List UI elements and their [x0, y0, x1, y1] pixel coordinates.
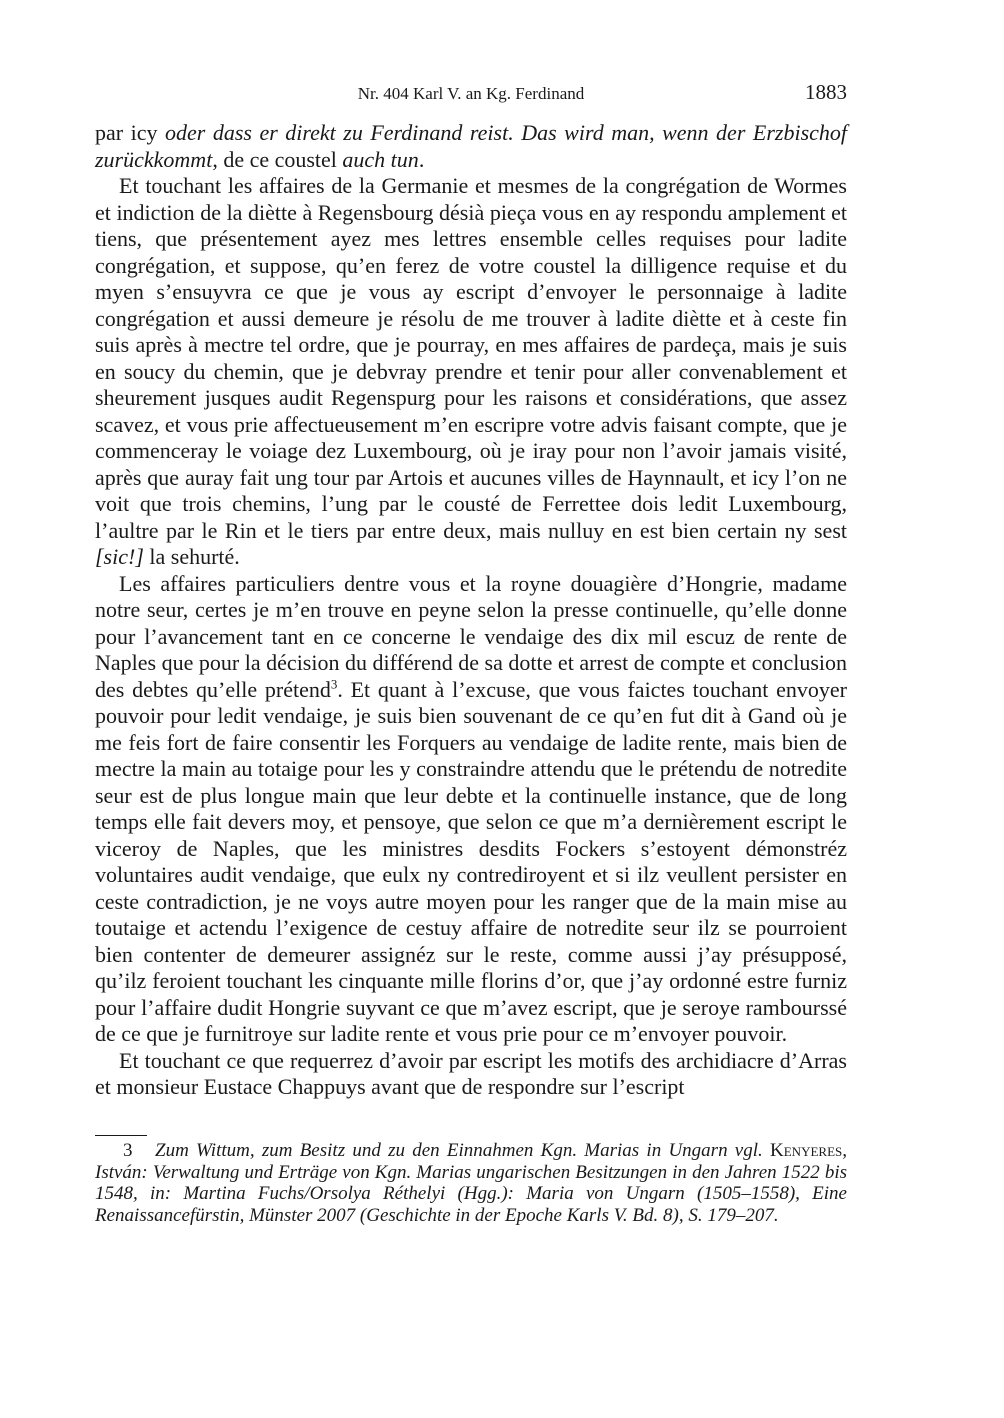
paragraph-1: [95, 120, 847, 173]
paragraph-1-run: par icy: [95, 120, 165, 145]
paragraph-3-text-a: Les affaires particuliers dentre vous et la royne douagière d’Hongrie, madame notre seur, certes je m’en trouve en peyne selon la presse continuelle, qu’elle donne pour l’avancement tant en ce concerne le vendaige des dix mil escuz de rente de Naples que pour la décision du différend de sa dotte et arrest de compte et conclusion des debtes qu’elle prétend: [95, 570, 847, 702]
paragraph-4: Et touchant ce que requerrez d’avoir par escript les motifs des archidiacre d’Arras et monsieur Eustace Chappuys avant que de respondre sur l’escript: [95, 1047, 847, 1099]
footnote-lead: Zum Wittum, zum Besitz und zu den Einnahmen Kgn. Marias in Ungarn vgl.: [155, 1140, 771, 1161]
running-head: Nr. 404 Karl V. an Kg. Ferdinand: [357, 84, 585, 103]
paragraph-3: [95, 571, 847, 1048]
footnote-reference[interactable]: 3: [330, 676, 338, 692]
paragraph-2: [95, 173, 847, 571]
footnote-author: Kenyeres: [770, 1140, 843, 1161]
page-number: 1883: [805, 80, 847, 104]
paragraph-3-text-b: . Et quant à l’excuse, que vous faictes touchant envoyer pouvoir pour ledit vendaige, je suis bien souvenant de ce qu’en fut dit à Gand où je me feis fort de faire consentir les Forquers au vendaige de ladite rente, mais bien de mectre la main au totaige pour les y constraindre attendu que le prétendu de notredite seur est de plus longue main que leur debte et la continuelle instance, que de long temps elle fait devers moy, et pensoye, que selon ce que m’a dernièrement escript le viceroy de Naples, que les ministres desdits Fockers s’estoyent démonstréz voluntaires audit vendaige, que eulx ny contrediroyent et si ilz veullent persister en ceste contradiction, je ne voys autre moyen pour les ranger que de la main mise au toutaige et actendu l’exigence de cestuy affaire de notredite seur ilz se pourroient bien contenter de demeurer assignéz sur le reste, comme aussi j’ay présupposé, qu’ilz feroient touchant les cinquante mille florins d’or, que j’ay ordonné estre furniz pour l’affaire dudit Hongrie suyvant ce que m’avez escript, que je seroye rambourssé de ce que je furnitroye sur ladite rente et vous prie pour ce m’envoyer pouvoir.: [95, 676, 848, 1046]
page-header: [95, 80, 847, 108]
footnote-divider: [95, 1135, 147, 1136]
footnote-number: 3: [123, 1140, 133, 1161]
paragraph-1-run: , de ce coustel: [212, 146, 343, 172]
paragraph-1-run: oder dass er direkt zu Ferdinand reist. Das wird man, wenn der Erzbischof zurückkommt: [95, 120, 848, 172]
paragraph-1-run: auch tun: [342, 146, 419, 172]
paragraph-1-run: .: [418, 146, 425, 172]
sic-note: [sic!]: [95, 544, 144, 569]
body-text: [95, 120, 847, 1101]
paragraph-2-end: la sehurté.: [143, 544, 240, 569]
footnote: [95, 1140, 847, 1226]
footnote-rest: , István: Verwaltung und Erträge von Kgn. Marias ungarischen Besitzungen in den Jahren 1522 bis 1548, in: Martina Fuchs/Orsolya Réthelyi (Hgg.): Maria von Ungarn (1505–1558), Eine Renaissancefürstin, Münster 2007 (Geschichte in der Epoche Karls V. Bd. 8), S. 179–207.: [95, 1140, 847, 1226]
paragraph-2-text: Et touchant les affaires de la Germanie et mesmes de la congrégation de Wormes et indiction de la diètte à Regensbourg désià pieça vous en ay respondu amplement et tiens, que présentement ayez mes lettres ensemble celles requises pour ladite congrégation, et suppose, qu’en ferez de votre coustel la dilligence requise et du myen s’ensuyvra ce que je vous ay escript d’envoyer le personnaige à ladite congrégation et aussi demeure je résolu de me trouver à ladite diètte et à ceste fin suis après à mectre tel ordre, que je pourray, en mes affaires de pardeça, mais je suis en soucy du chemin, que je debvray prendre et tenir pour aller convenablement et sheurement jusques audit Regenspurg pour les raisons et considérations, que assez scavez, et vous prie affectueusement m’en escripre votre advis faisant compte, que je commenceray le voiage dez Luxembourg, où je iray pour non l’avoir jamais visité, après que auray fait ung tour par Artois et aucunes villes de Haynnault, et icy l’on ne voit que trois chemins, l’ung par le cousté de Ferrettee dois ledit Luxembourg, l’aultre par le Rin et le tiers par entre deux, mais nulluy en est bien certain ny sest: [95, 173, 847, 543]
